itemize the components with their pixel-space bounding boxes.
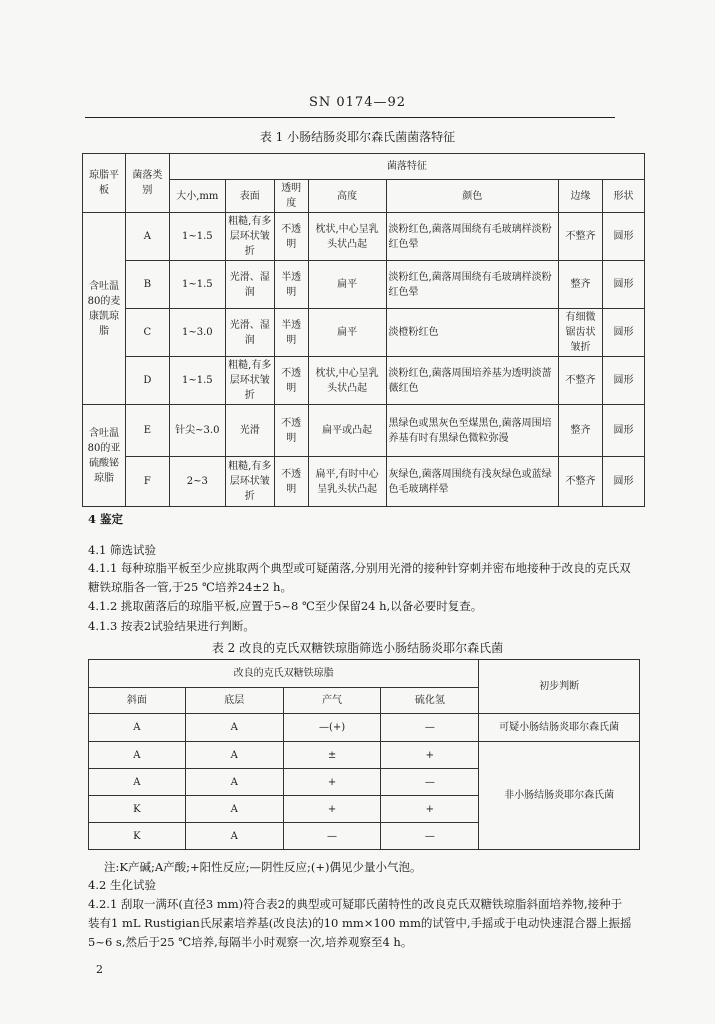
table-cell: 1~1.5 bbox=[169, 357, 225, 405]
table-row bbox=[83, 357, 645, 405]
table-cell: + bbox=[381, 796, 479, 823]
table-row bbox=[83, 457, 645, 507]
table-cell: 整齐 bbox=[559, 261, 603, 309]
table-cell: A bbox=[185, 714, 283, 742]
table-cell: 光滑、湿润 bbox=[225, 261, 274, 309]
table1-header-features: 菌落特征 bbox=[169, 154, 644, 180]
table-row bbox=[83, 213, 645, 261]
table-cell: 圆形 bbox=[603, 261, 645, 309]
table1-header-type: 菌落类别 bbox=[125, 154, 169, 213]
table-cell: C bbox=[125, 309, 169, 357]
table-cell: — bbox=[381, 714, 479, 742]
table2-group-header: 改良的克氏双糖铁琼脂 bbox=[89, 660, 479, 688]
table-cell: 扁平 bbox=[308, 261, 386, 309]
table-cell: 不整齐 bbox=[559, 457, 603, 507]
table-cell: 不整齐 bbox=[559, 213, 603, 261]
table-cell: 针尖~3.0 bbox=[169, 405, 225, 457]
table-cell: 不透明 bbox=[274, 405, 308, 457]
table-cell: A bbox=[185, 769, 283, 796]
table-row bbox=[83, 405, 645, 457]
table-row bbox=[89, 714, 640, 742]
section-4-1-title: 4.1 筛选试验 bbox=[88, 543, 156, 557]
table-cell: 有细微锯齿状皱折 bbox=[559, 309, 603, 357]
table-cell: 淡橙粉红色 bbox=[386, 309, 559, 357]
table-cell: E bbox=[125, 405, 169, 457]
table-cell: 光滑 bbox=[225, 405, 274, 457]
table2-col-slant: 斜面 bbox=[89, 688, 186, 714]
table-cell: A bbox=[185, 742, 283, 769]
section-4-2-title: 4.2 生化试验 bbox=[88, 878, 156, 892]
table-cell: K bbox=[89, 823, 186, 850]
table-cell: 扁平或凸起 bbox=[308, 405, 386, 457]
page-number: 2 bbox=[96, 963, 103, 976]
table-row bbox=[89, 742, 640, 769]
table-cell: 不透明 bbox=[274, 357, 308, 405]
table-cell: —(+) bbox=[283, 714, 381, 742]
table-cell: A bbox=[89, 742, 186, 769]
document-code: SN 0174—92 bbox=[308, 95, 407, 110]
table-cell: 枕状,中心呈乳头状凸起 bbox=[308, 357, 386, 405]
section-4-title: 4 鉴定 bbox=[88, 512, 124, 526]
table-cell: 枕状,中心呈乳头状凸起 bbox=[308, 213, 386, 261]
table-row bbox=[83, 261, 645, 309]
table-cell: A bbox=[185, 796, 283, 823]
table-cell: 粗糙,有多层环状皱折 bbox=[225, 213, 274, 261]
table1-col-surface: 表面 bbox=[225, 180, 274, 213]
table-cell: 淡粉红色,菌落周围培养基为透明淡蔷薇红色 bbox=[386, 357, 559, 405]
table-cell: 圆形 bbox=[603, 309, 645, 357]
table2-judge-suspect: 可疑小肠结肠炎耶尔森氏菌 bbox=[479, 714, 640, 742]
table1-col-transparency: 透明度 bbox=[274, 180, 308, 213]
table-cell: 不透明 bbox=[274, 457, 308, 507]
table-cell: + bbox=[381, 742, 479, 769]
table2 bbox=[88, 659, 640, 850]
table-cell: 光滑、湿润 bbox=[225, 309, 274, 357]
table-cell: 不透明 bbox=[274, 213, 308, 261]
table-cell: — bbox=[381, 769, 479, 796]
table-cell: B bbox=[125, 261, 169, 309]
table-cell: — bbox=[381, 823, 479, 850]
table-cell: A bbox=[185, 823, 283, 850]
table1 bbox=[82, 153, 645, 507]
table2-col-butt: 底层 bbox=[185, 688, 283, 714]
table2-title: 表 2 改良的克氏双糖铁琼脂筛选小肠结肠炎耶尔森氏菌 bbox=[211, 641, 504, 655]
table-cell: 1~3.0 bbox=[169, 309, 225, 357]
table-cell: ± bbox=[283, 742, 381, 769]
table-cell: 圆形 bbox=[603, 457, 645, 507]
table-cell: 整齐 bbox=[559, 405, 603, 457]
table-cell: + bbox=[283, 796, 381, 823]
table-cell: 1~1.5 bbox=[169, 213, 225, 261]
table1-col-height: 高度 bbox=[308, 180, 386, 213]
table-cell: 黑绿色或黑灰色至煤黑色,菌落周围培养基有时有黑绿色微粒弥漫 bbox=[386, 405, 559, 457]
table1-col-color: 颜色 bbox=[386, 180, 559, 213]
table-cell: 粗糙,有多层环状皱折 bbox=[225, 357, 274, 405]
table1-col-size: 大小,mm bbox=[169, 180, 225, 213]
table-cell: 扁平,有时中心呈乳头状凸起 bbox=[308, 457, 386, 507]
table1-col-shape: 形状 bbox=[603, 180, 645, 213]
table-cell: — bbox=[283, 823, 381, 850]
table-cell: 2~3 bbox=[169, 457, 225, 507]
table2-note: 注:K产碱;A产酸;+阳性反应;—阴性反应;(+)偶见少量小气泡。 bbox=[104, 860, 422, 874]
table-cell: 半透明 bbox=[274, 261, 308, 309]
table2-judge-header: 初步判断 bbox=[479, 660, 640, 714]
table-cell: F bbox=[125, 457, 169, 507]
table-cell: 圆形 bbox=[603, 405, 645, 457]
table-cell: 圆形 bbox=[603, 357, 645, 405]
table-cell: + bbox=[283, 769, 381, 796]
table-cell: 扁平 bbox=[308, 309, 386, 357]
table2-judge-negative: 非小肠结肠炎耶尔森氏菌 bbox=[479, 742, 640, 850]
table1-title: 表 1 小肠结肠炎耶尔森氏菌菌落特征 bbox=[259, 130, 456, 144]
section-4-1-2: 4.1.2 挑取菌落后的琼脂平板,应置于5~8 ℃至少保留24 h,以备必要时复查。 bbox=[88, 599, 483, 613]
table-cell: 不整齐 bbox=[559, 357, 603, 405]
table-cell: 粗糙,有多层环状皱折 bbox=[225, 457, 274, 507]
table1-group-maconkey: 含吐温80的麦康凯琼脂 bbox=[83, 213, 126, 405]
table1-header-plate: 琼脂平板 bbox=[83, 154, 126, 213]
table-cell: A bbox=[125, 213, 169, 261]
table-cell: 1~1.5 bbox=[169, 261, 225, 309]
table1-col-edge: 边缘 bbox=[559, 180, 603, 213]
table-cell: 灰绿色,菌落周围绕有浅灰绿色或蓝绿色毛玻璃样晕 bbox=[386, 457, 559, 507]
table-cell: D bbox=[125, 357, 169, 405]
table2-col-h2s: 硫化氢 bbox=[381, 688, 479, 714]
section-4-1-1: 4.1.1 每种琼脂平板至少应挑取两个典型或可疑菌落,分别用光滑的接种针穿刺并密布地接种于改良的克氏双糖铁琼脂各一管,于25 ℃培养24±2 h。 bbox=[88, 561, 631, 594]
section-4-1-3: 4.1.3 按表2试验结果进行判断。 bbox=[88, 619, 255, 633]
table-cell: 圆形 bbox=[603, 213, 645, 261]
header-rule bbox=[85, 117, 615, 118]
table-cell: 半透明 bbox=[274, 309, 308, 357]
table1-group-bismuth: 含吐温80的亚硫酸铋琼脂 bbox=[83, 405, 126, 507]
table-cell: 淡粉红色,菌落周围绕有毛玻璃样淡粉红色晕 bbox=[386, 261, 559, 309]
table-cell: A bbox=[89, 769, 186, 796]
table-cell: A bbox=[89, 714, 186, 742]
table2-col-gas: 产气 bbox=[283, 688, 381, 714]
table-cell: K bbox=[89, 796, 186, 823]
table-cell: 淡粉红色,菌落周围绕有毛玻璃样淡粉红色晕 bbox=[386, 213, 559, 261]
table-row bbox=[83, 309, 645, 357]
section-4-2-1: 4.2.1 刮取一满环(直径3 mm)符合表2的典型或可疑耶氏菌特性的改良克氏双糖铁琼脂斜面培养物,接种于装有1 mL Rustigian氏尿素培养基(改良法)的10 mm×100 mm的试管中,手摇或于电动快速混合器上振摇5~6 s,然后于25 ℃培养,每隔半小时观察一次,培养观察至4 h。 bbox=[88, 897, 632, 949]
